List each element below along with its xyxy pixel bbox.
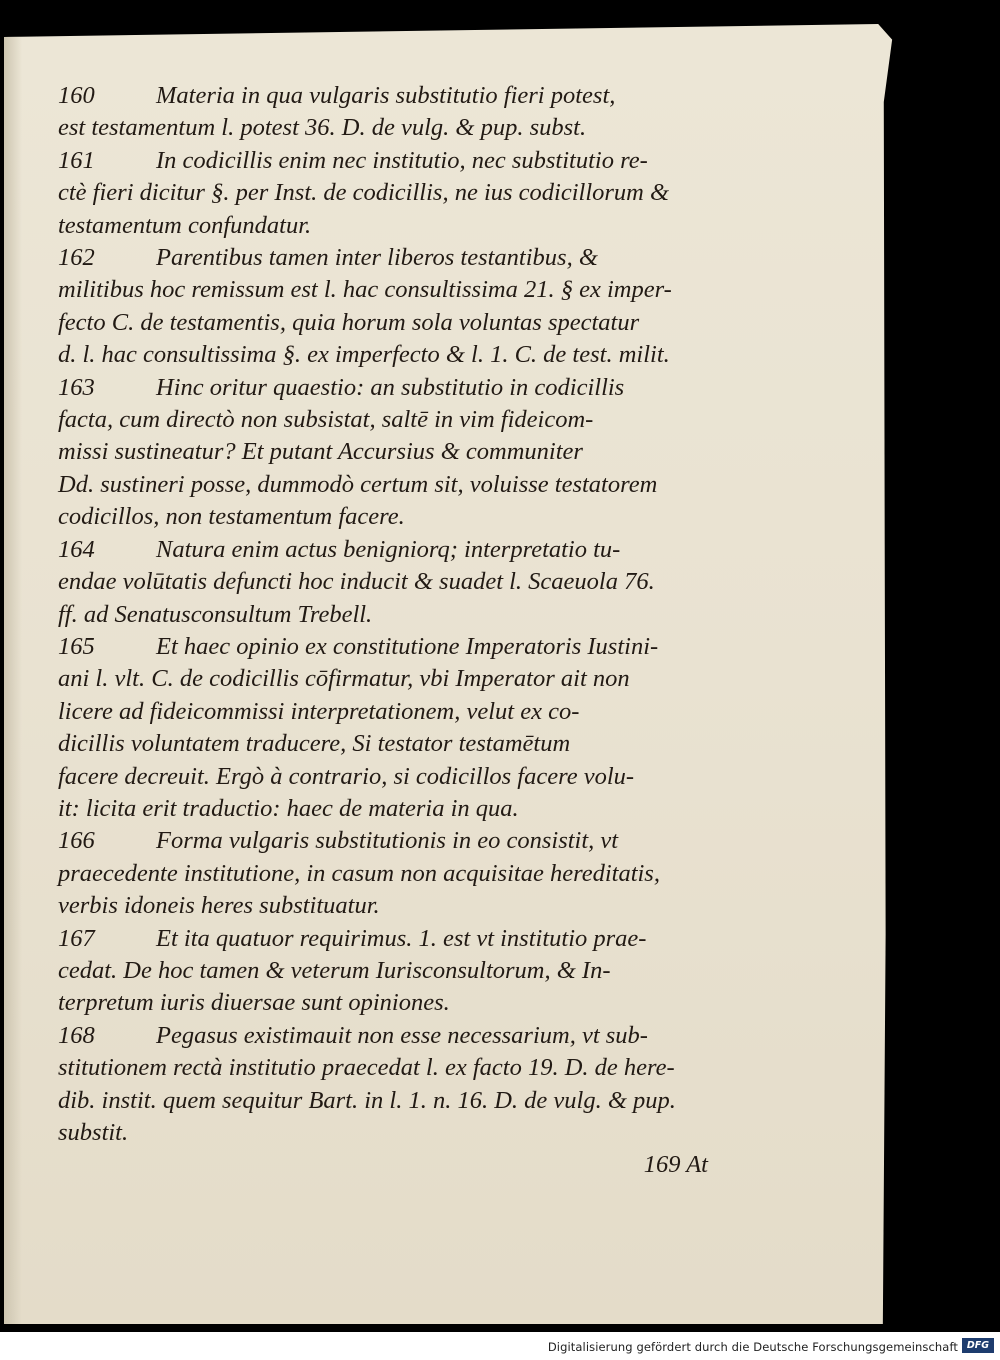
line-text: est testamentum l. potest 36. D. de vulg. & pup. subst.: [58, 114, 587, 142]
footer-bar: [0, 1332, 1000, 1360]
text-line: [58, 210, 708, 242]
line-text: facta, cum directò non subsistat, saltē in vim fideicom-: [58, 406, 594, 434]
text-line: [58, 858, 708, 890]
text-line: [58, 177, 708, 209]
catchword: 169 At: [643, 1151, 708, 1179]
paragraph-161: [58, 145, 708, 242]
text-line: [58, 339, 708, 371]
line-text: ani l. vlt. C. de codicillis cōfirmatur, vbi Imperator ait non: [58, 665, 630, 693]
paragraph-number: 168: [58, 1021, 95, 1049]
paragraph-167: [58, 923, 708, 1020]
line-text: ff. ad Senatusconsultum Trebell.: [58, 600, 373, 628]
line-text: codicillos, non testamentum facere.: [58, 503, 405, 531]
text-line: [58, 955, 708, 987]
text-line: [58, 793, 708, 825]
funding-notice: Digitalisierung gefördert durch die Deutsche Forschungsgemeinschaft: [547, 1340, 958, 1354]
dfg-logo-icon: DFG: [962, 1338, 994, 1353]
text-line: [58, 566, 708, 598]
text-line: [58, 987, 708, 1019]
text-line: [58, 923, 708, 955]
line-text: Pegasus existimauit non esse necessarium, vt sub-: [156, 1021, 648, 1049]
text-line: [58, 404, 708, 436]
line-text: Hinc oritur quaestio: an substitutio in codicillis: [156, 373, 625, 401]
line-text: cedat. De hoc tamen & veterum Iurisconsultorum, & In-: [58, 956, 611, 984]
line-text: fecto C. de testamentis, quia horum sola voluntas spectatur: [58, 308, 640, 336]
paragraph-number: 161: [58, 146, 95, 174]
line-text: dib. instit. quem sequitur Bart. in l. 1. n. 16. D. de vulg. & pup.: [58, 1086, 676, 1114]
text-line: [58, 599, 708, 631]
text-line: [58, 242, 708, 274]
text-line: [58, 761, 708, 793]
line-text: missi sustineatur? Et putant Accursius & communiter: [58, 438, 583, 466]
line-text: ctè fieri dicitur §. per Inst. de codicillis, ne ius codicillorum &: [58, 179, 670, 207]
paragraph-168: [58, 1020, 708, 1150]
text-line: [58, 1020, 708, 1052]
line-text: In codicillis enim nec institutio, nec substitutio re-: [156, 146, 648, 174]
line-text: verbis idoneis heres substituatur.: [58, 892, 380, 920]
line-text: substit.: [58, 1119, 129, 1146]
text-line: [58, 501, 708, 533]
line-text: stitutionem rectà institutio praecedat l. ex facto 19. D. de here-: [58, 1054, 675, 1082]
text-line: [58, 1052, 708, 1084]
text-line: [58, 112, 708, 144]
text-line: [58, 534, 708, 566]
line-text: militibus hoc remissum est l. hac consultissima 21. § ex imper-: [58, 276, 672, 304]
text-line: [58, 1117, 708, 1149]
text-line: [58, 890, 708, 922]
paragraph-162: [58, 242, 708, 372]
line-text: praecedente institutione, in casum non acquisitae hereditatis,: [58, 859, 660, 887]
line-text: terpretum iuris diuersae sunt opiniones.: [58, 989, 450, 1017]
text-line: [58, 274, 708, 306]
paragraph-165: [58, 631, 708, 825]
text-line: [58, 436, 708, 468]
text-line: [58, 307, 708, 339]
line-text: Materia in qua vulgaris substitutio fieri potest,: [156, 82, 616, 109]
line-text: Et haec opinio ex constitutione Imperatoris Iustini-: [156, 632, 659, 660]
text-line: [58, 631, 708, 663]
paragraph-number: 166: [58, 827, 95, 855]
paragraph-163: [58, 372, 708, 534]
text-line: [58, 1085, 708, 1117]
line-text: endae volūtatis defuncti hoc inducit & suadet l. Scaeuola 76.: [58, 568, 655, 596]
paragraph-number: 164: [58, 535, 95, 563]
line-text: d. l. hac consultissima §. ex imperfecto & l. 1. C. de test. milit.: [58, 341, 670, 369]
text-line: [58, 728, 708, 760]
paragraph-164: [58, 534, 708, 631]
line-text: Forma vulgaris substitutionis in eo consistit, vt: [156, 827, 619, 855]
paragraph-number: 165: [58, 632, 95, 660]
text-line: [58, 696, 708, 728]
line-text: testamentum confundatur.: [58, 211, 312, 239]
line-text: Natura enim actus benigniorq; interpretatio tu-: [156, 535, 621, 563]
text-line: [58, 469, 708, 501]
line-text: Dd. sustineri posse, dummodò certum sit, voluisse testatorem: [58, 470, 658, 498]
text-line: [58, 145, 708, 177]
line-text: it: licita erit traductio: haec de materia in qua.: [58, 794, 519, 822]
line-text: Et ita quatuor requirimus. 1. est vt institutio prae-: [156, 924, 647, 952]
line-text: facere decreuit. Ergò à contrario, si codicillos facere volu-: [58, 762, 635, 790]
line-text: dicillis voluntatem traducere, Si testator testamētum: [58, 730, 571, 758]
text-line: [58, 372, 708, 404]
paragraph-number: 163: [58, 373, 95, 401]
text-line: [58, 80, 708, 112]
paragraph-160: [58, 80, 708, 145]
paragraph-number: 160: [58, 82, 95, 109]
line-text: licere ad fideicommissi interpretationem, velut ex co-: [58, 697, 580, 725]
paragraph-number: 167: [58, 924, 95, 952]
catchword-row: [58, 1149, 708, 1181]
text-line: [58, 663, 708, 695]
page-text: [58, 80, 708, 1182]
text-line: [58, 825, 708, 857]
paragraph-166: [58, 825, 708, 922]
line-text: Parentibus tamen inter liberos testantibus, &: [156, 244, 598, 272]
paragraph-number: 162: [58, 244, 95, 272]
